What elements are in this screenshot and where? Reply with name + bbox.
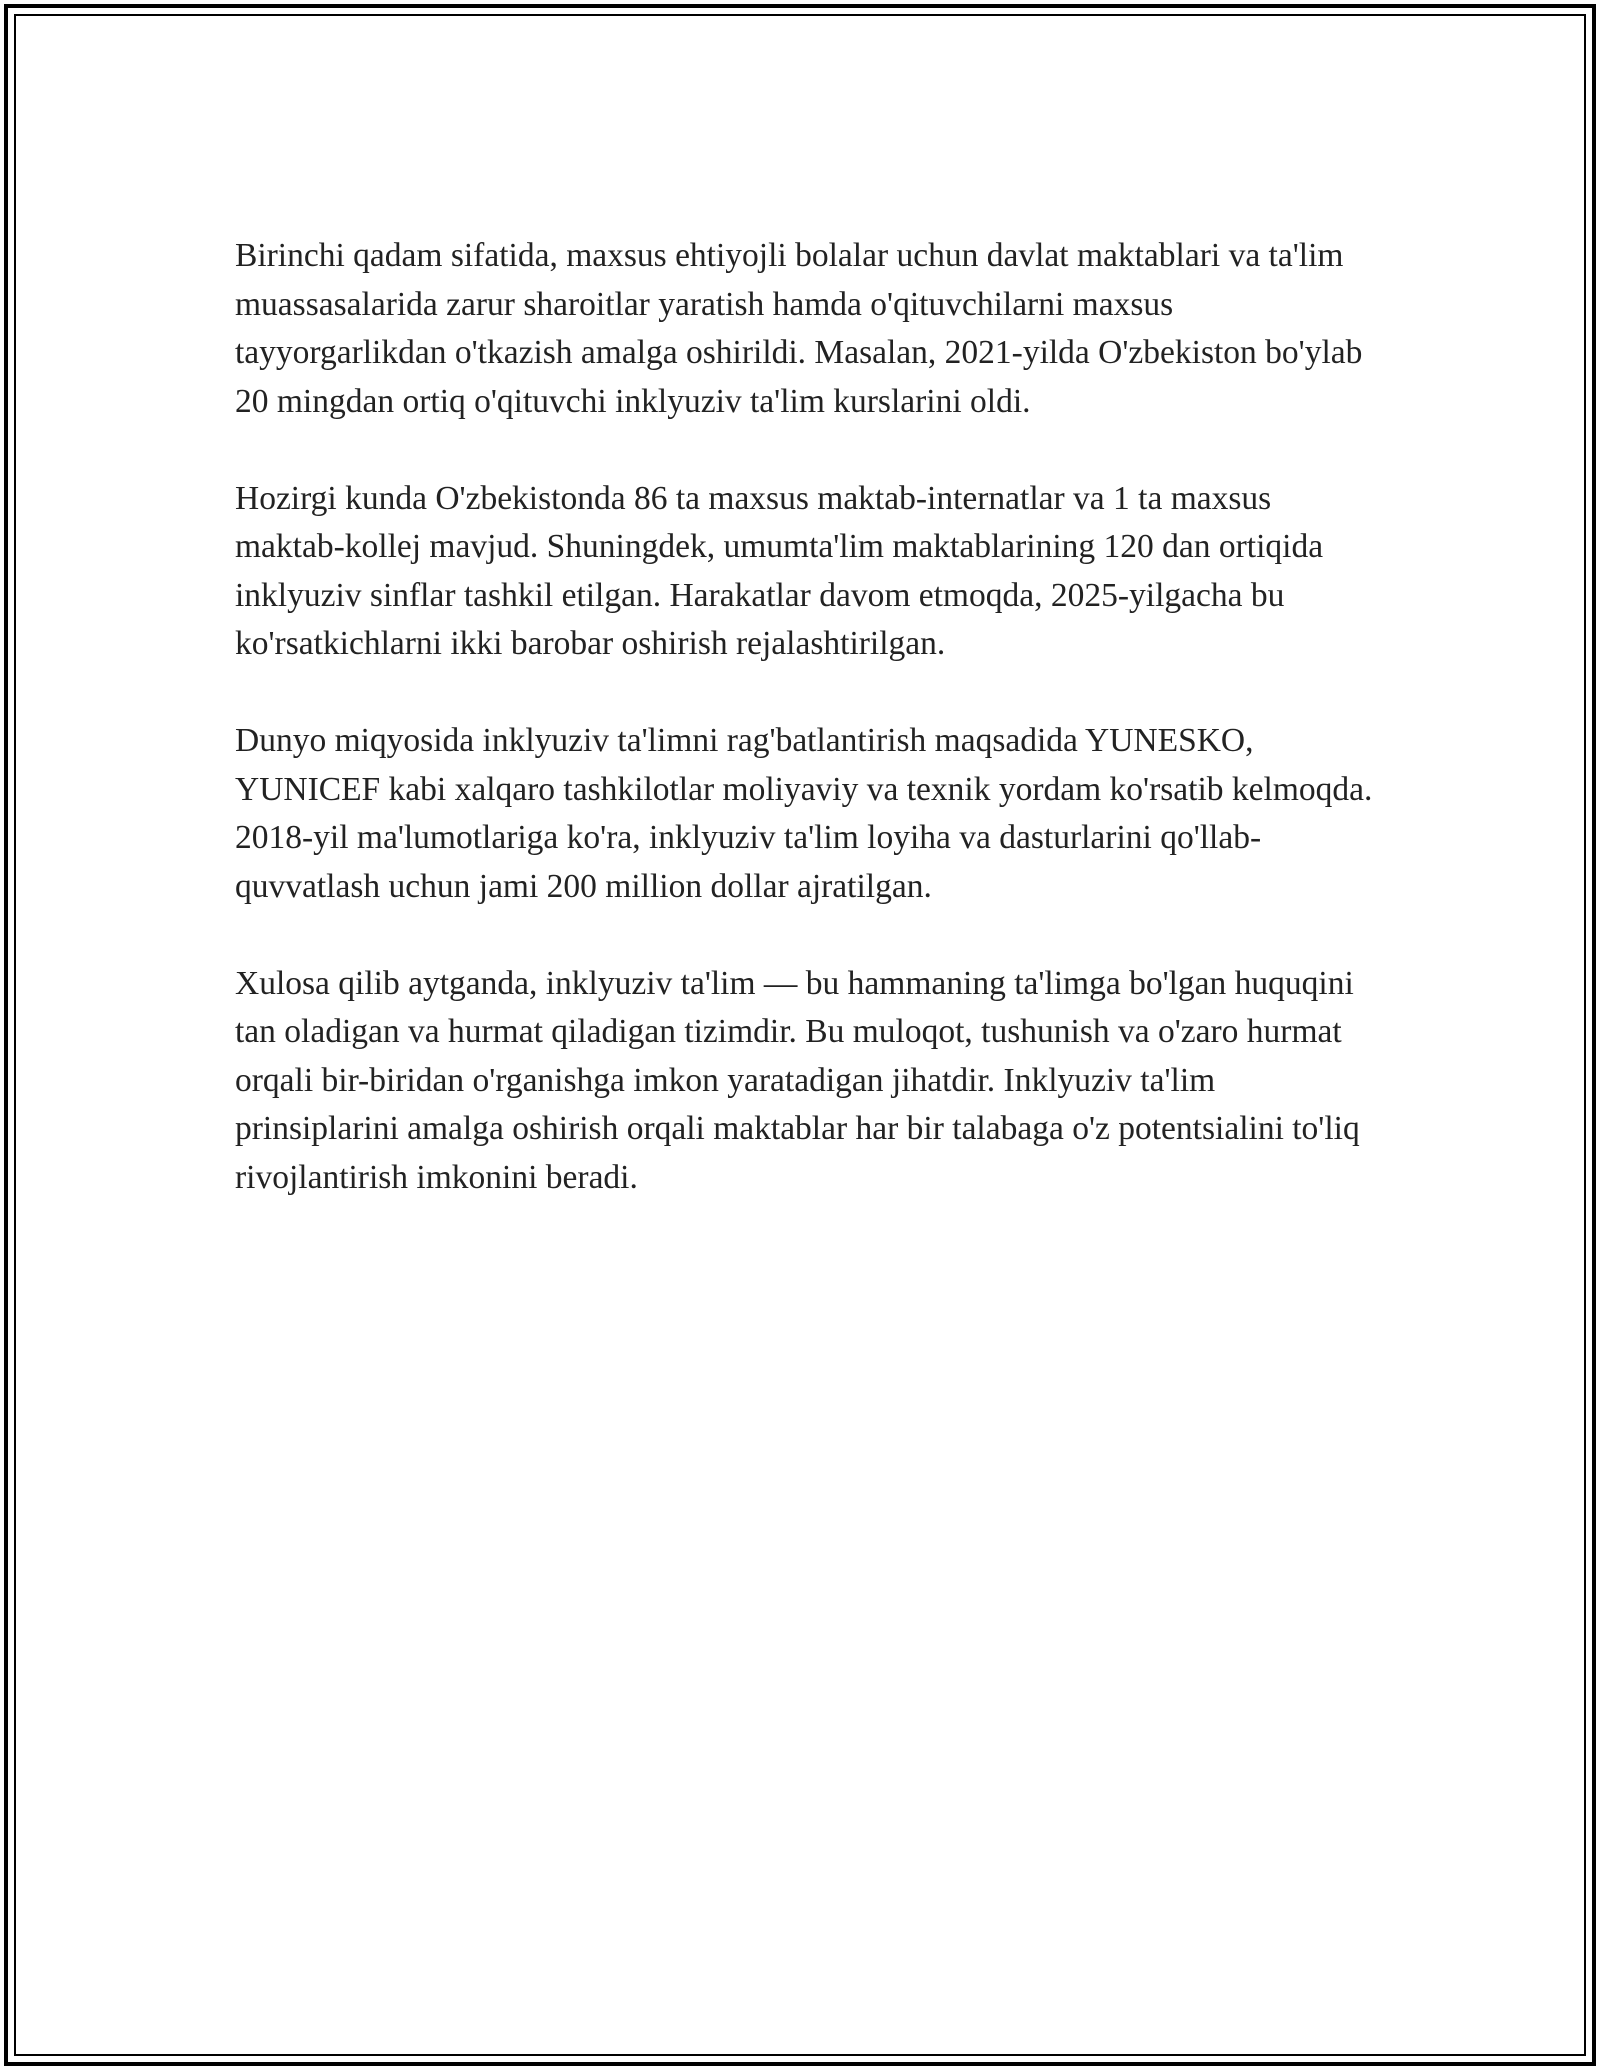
document-body: [235, 232, 1385, 1251]
paragraph-international-support: Dunyo miqyosida inklyuziv ta'limni rag'batlantirish maqsadida YUNESKO, YUNICEF kabi xalqaro tashkilotlar moliyaviy va texnik yordam ko'rsatib kelmoqda. 2018-yil ma'lumotlariga ko'ra, inklyuziv ta'lim loyiha va dasturlarini qo'llab-quvvatlash uchun jami 200 million dollar ajratilgan.: [235, 722, 1373, 905]
paragraph-teacher-training: Birinchi qadam sifatida, maxsus ehtiyojli bolalar uchun davlat maktablari va ta'lim muassasalarida zarur sharoitlar yaratish hamda o'qituvchilarni maxsus tayyorgarlikdan o'tkazish amalga oshirildi. Masalan, 2021-yilda O'zbekiston bo'ylab 20 mingdan ortiq o'qituvchi inklyuziv ta'lim kurslarini oldi.: [235, 237, 1363, 420]
paragraph-special-schools: Hozirgi kunda O'zbekistonda 86 ta maxsus maktab-internatlar va 1 ta maxsus maktab-kollej mavjud. Shuningdek, umumta'lim maktablarining 120 dan ortiqida inklyuziv sinflar tashkil etilgan. Harakatlar davom etmoqda, 2025-yilgacha bu ko'rsatkichlarni ikki barobar oshirish rejalashtirilgan.: [235, 479, 1324, 662]
paragraph-conclusion: Xulosa qilib aytganda, inklyuziv ta'lim — bu hammaning ta'limga bo'lgan huquqini tan oladigan va hurmat qiladigan tizimdir. Bu muloqot, tushunish va o'zaro hurmat orqali bir-biridan o'rganishga imkon yaratadigan jihatdir. Inklyuziv ta'lim prinsiplarini amalga oshirish orqali maktablar har bir talabaga o'z potentsialini to'liq rivojlantirish imkonini beradi.: [235, 964, 1360, 1196]
